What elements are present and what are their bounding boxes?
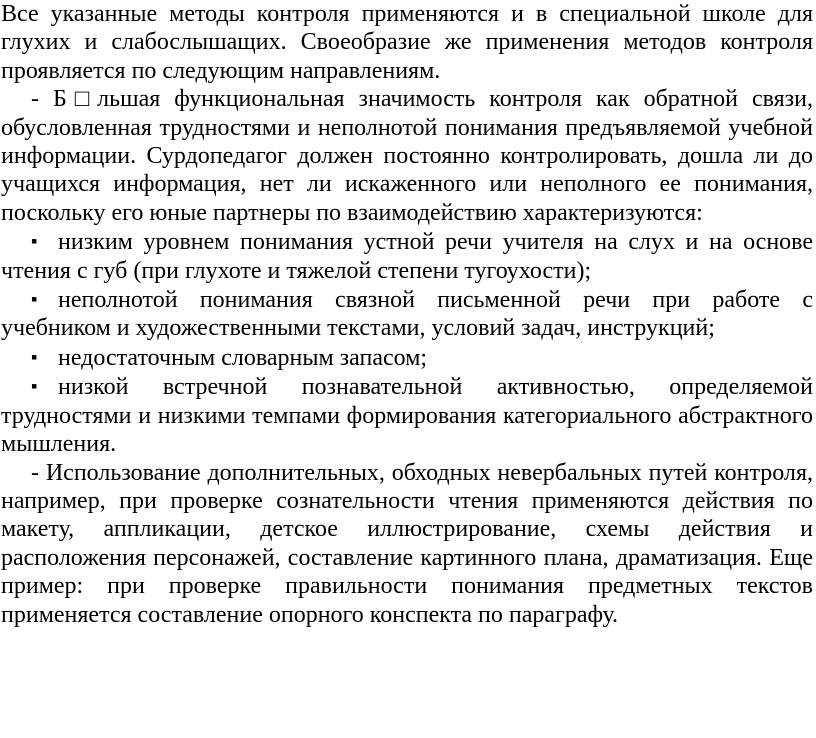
bullet-item-text: низким уровнем понимания устной речи учителя на слух и на основе чтения с губ (при глухоте и тяжелой степени тугоухости); <box>1 229 813 284</box>
intro-paragraph: Все указанные методы контроля применяются и в специальной школе для глухих и слабослышащих. Своеобразие же применения методов контроля проявляется по следующим направлениям. <box>1 1 813 84</box>
bullet-item <box>1 372 813 458</box>
bullet-marker-icon: ▪ <box>31 346 38 367</box>
document-page <box>1 0 813 629</box>
bullet-marker-icon: ▪ <box>31 376 38 397</box>
bullet-marker-icon: ▪ <box>31 289 38 310</box>
feature-paragraph-2: - Использование дополнительных, обходных невербальных путей контроля, например, при проверке сознательности чтения применяются действия по макету, аппликации, детское иллюстрирование, схемы действия и расположения персонажей, составление картинного плана, драматизация. Еще пример: при проверке правильности понимания предметных текстов применяется составление опорного конспекта по параграфу. <box>1 459 813 628</box>
bullet-item-text: низкой встречной познавательной активностью, определяемой трудностями и низкими темпами формирования категориального абстрактного мышления. <box>1 374 813 458</box>
bullet-marker-icon: ▪ <box>31 231 38 252</box>
bullet-item-text: недостаточным словарным запасом; <box>58 344 428 371</box>
bullet-item <box>1 285 813 343</box>
bullet-item <box>1 227 813 285</box>
bullet-item-text: неполнотой понимания связной письменной речи при работе с учебником и художественными текстами, условий задач, инструкций; <box>1 287 813 342</box>
feature-paragraph-1: - Б□льшая функциональная значимость контроля как обратной связи, обусловленная трудностями и неполнотой понимания предъявляемой учебной информации. Сурдопедагог должен постоянно контролировать, дошла ли до учащихся информация, нет ли искаженного или неполного ее понимания, поскольку его юные партнеры по взаимодействию характеризуются: <box>1 86 813 226</box>
bullet-item <box>1 343 813 372</box>
